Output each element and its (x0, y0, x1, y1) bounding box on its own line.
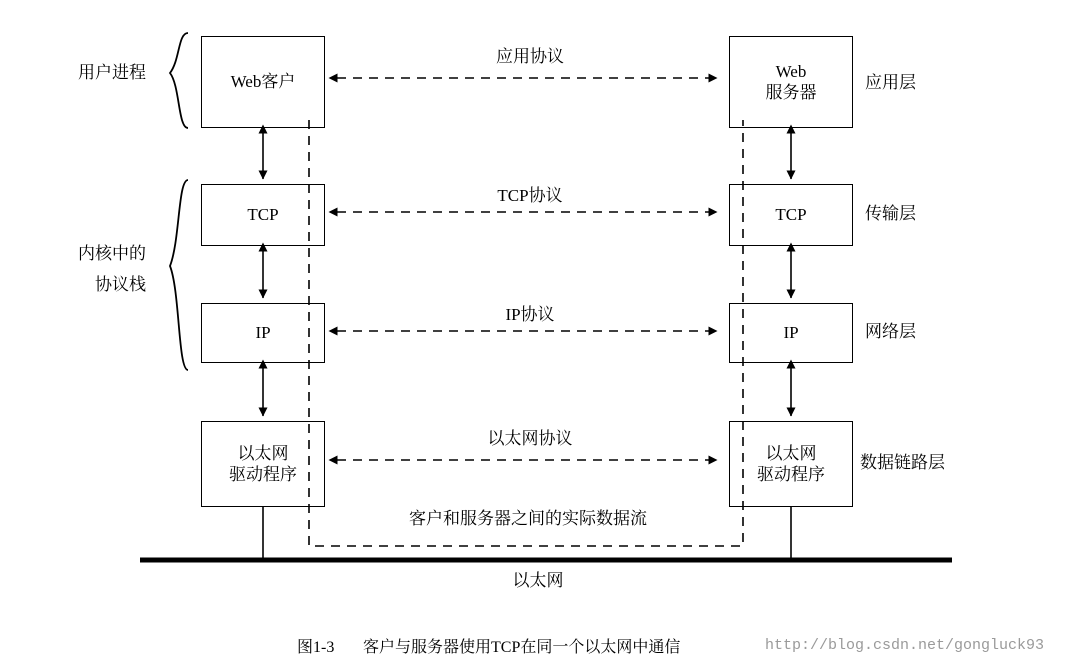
layer-label-application: 应用层 (865, 73, 916, 92)
box-right-ip (729, 303, 853, 363)
protocol-label-tcp: TCP协议 (497, 186, 563, 205)
watermark-url: http://blog.csdn.net/gongluck93 (765, 637, 1045, 654)
box-label-line2: 服务器 (765, 83, 817, 102)
box-label-line1: Web客户 (230, 72, 296, 92)
side-label-user-process: 用户进程 (78, 63, 146, 82)
layer-label-network: 网络层 (865, 322, 916, 341)
box-label-line1: IP (255, 323, 271, 343)
box-label-line1: TCP (247, 205, 279, 225)
layer-label-transport: 传输层 (865, 204, 916, 223)
box-label-line1: Web (775, 61, 807, 81)
side-label-kernel-stack-line2: 协议栈 (95, 275, 146, 294)
box-right-tcp (729, 184, 853, 246)
box-label-line1: TCP (775, 205, 807, 225)
box-label-line1: IP (783, 323, 799, 343)
box-left-web-client (201, 36, 325, 128)
figure-caption-number: 图1-3 (297, 639, 335, 656)
box-right-ethernet-driver (729, 421, 853, 507)
box-label-line2: 驱动程序 (229, 465, 297, 484)
box-left-ethernet-driver (201, 421, 325, 507)
box-left-ip (201, 303, 325, 363)
box-label-line1: 以太网 (765, 443, 817, 463)
box-left-tcp (201, 184, 325, 246)
data-flow-label: 客户和服务器之间的实际数据流 (409, 509, 647, 528)
box-label-line1: 以太网 (237, 443, 289, 463)
figure-caption-text: 客户与服务器使用TCP在同一个以太网中通信 (363, 639, 681, 656)
protocol-label-application: 应用协议 (496, 47, 564, 66)
protocol-label-ethernet: 以太网协议 (487, 429, 573, 448)
box-label-line2: 驱动程序 (757, 465, 825, 484)
side-label-kernel-stack-line1: 内核中的 (78, 244, 146, 263)
protocol-label-ip: IP协议 (505, 305, 555, 324)
ethernet-bus-label: 以太网 (512, 571, 564, 590)
box-right-web-server (729, 36, 853, 128)
layer-label-datalink: 数据链路层 (860, 453, 945, 472)
